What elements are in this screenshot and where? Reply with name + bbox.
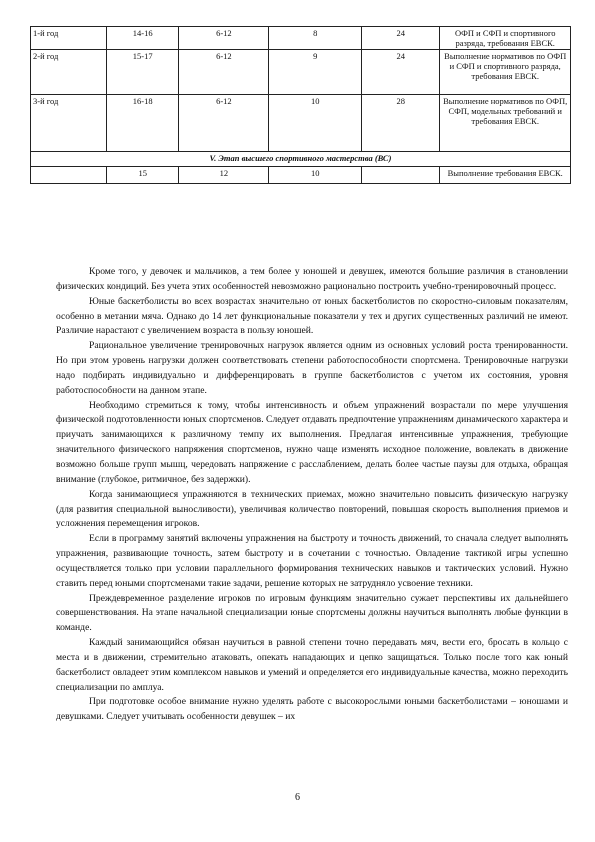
cell-year: 2-й год: [31, 50, 107, 95]
cell-sessions: 12: [179, 167, 269, 184]
cell-requirements: Выполнение требования ЕВСК.: [440, 167, 571, 184]
cell-age: 15-17: [107, 50, 179, 95]
table-row: [31, 27, 571, 50]
cell-age: 15: [107, 167, 179, 184]
cell-value: 10: [269, 167, 362, 184]
table-stage-row: [31, 152, 571, 167]
paragraph: Когда занимающиеся упражняются в технических приемах, можно значительно повысить физическую нагрузку (для развития специальной выносливости), увеличивая количество повторений, повышая скорость выполнения приемов и усложнения перемещения игроков.: [56, 488, 568, 530]
cell-value: [362, 167, 440, 184]
cell-age: 16-18: [107, 95, 179, 152]
cell-value: 28: [362, 95, 440, 152]
cell-value: 24: [362, 50, 440, 95]
cell-year: 3-й год: [31, 95, 107, 152]
paragraph: Рациональное увеличение тренировочных нагрузок является одним из основных условий роста тренированности. Но при этом уровень нагрузки должен соответствовать степени работоспособности спортсмена. Тренировочные нагрузки надо подбирать индивидуально и дифференцировать в группе баскетболистов с учетом их состояния, уровня работоспособности на данном этапе.: [56, 340, 568, 396]
paragraph: Каждый занимающийся обязан научиться в равной степени точно передавать мяч, вести его, бросать в кольцо с места и в движении, стремительно атаковать, опекать нападающих и цепко защищаться. Только после того как юный баскетболист овладеет этим комплексом навыков и умений и определяется его индивидуальные качества, можно переходить специализации по амплуа.: [56, 637, 568, 693]
cell-sessions: 6-12: [179, 50, 269, 95]
cell-requirements: ОФП и СФП и спортивного разряда, требования ЕВСК.: [440, 27, 571, 50]
cell-value: 24: [362, 27, 440, 50]
page-number: 6: [295, 792, 300, 803]
cell-value: 8: [269, 27, 362, 50]
cell-sessions: 6-12: [179, 95, 269, 152]
paragraph: Преждевременное разделение игроков по игровым функциям значительно сужает перспективы их дальнейшего совершенствования. На этапе начальной специализации юные спортсмены должны научиться выполнять любые функции в команде.: [56, 592, 568, 634]
cell-value: 9: [269, 50, 362, 95]
paragraph: Кроме того, у девочек и мальчиков, а тем более у юношей и девушек, имеются большие различия в становлении физических кондиций. Без учета этих особенностей невозможно рационально построить учебно-тренировочный процесс.: [56, 266, 568, 292]
body-text: [56, 265, 568, 725]
table-row: [31, 50, 571, 95]
cell-year: [31, 167, 107, 184]
paragraph: Если в программу занятий включены упражнения на быстроту и точность движений, то сначала следует выполнять упражнения, развивающие точность, затем быстроту и в сочетании с точностью. Овладение тактикой игры успешно осуществляется только при условии параллельного формирования технических навыков и тактических условий. Нужно ставить перед юными спортсменами такие задачи, решение которых не затрудняло усвоение техники.: [56, 533, 568, 589]
cell-requirements: Выполнение нормативов по ОФП и СФП и спортивного разряда, требования ЕВСК.: [440, 50, 571, 95]
cell-age: 14-16: [107, 27, 179, 50]
paragraph: Юные баскетболисты во всех возрастах значительно от юных баскетболистов по скоростно-силовым показателям, особенно в метании мяча. Однако до 14 лет функциональные показатели у тех и других существенных различий не имеют. Различие нарастают с увеличением возраста в пользу юношей.: [56, 295, 568, 337]
table-row: [31, 95, 571, 152]
cell-value: 10: [269, 95, 362, 152]
paragraph: Необходимо стремиться к тому, чтобы интенсивность и объем упражнений возрастали по мере улучшения физической подготовленности юных спортсменов. Следует отдавать предпочтение упражнениям динамического характера и приучать занимающихся к различному темпу их выполнения. Предлагая интенсивные упражнения, требующие значительного физического напряжения спортсменов, нужно чаще изменять исходное положение, вовлекать в движение возможно больше групп мышц, чередовать напряжение с расслаблением, делать более частые паузы для отдыха, обращая внимание (глубокое, ритмичное, без задержки).: [56, 399, 568, 485]
table-row: [31, 167, 571, 184]
stage-title: V. Этап высшего спортивного мастерства (ВС): [31, 152, 571, 167]
training-plan-table: [30, 26, 571, 184]
paragraph: При подготовке особое внимание нужно уделять работе с высокорослыми юными баскетболистами – юношами и девушками. Следует учитывать особенности девушек – их: [56, 696, 568, 723]
cell-requirements: Выполнение нормативов по ОФП, СФП, модельных требований и требования ЕВСК.: [440, 95, 571, 152]
cell-sessions: 6-12: [179, 27, 269, 50]
cell-year: 1-й год: [31, 27, 107, 50]
